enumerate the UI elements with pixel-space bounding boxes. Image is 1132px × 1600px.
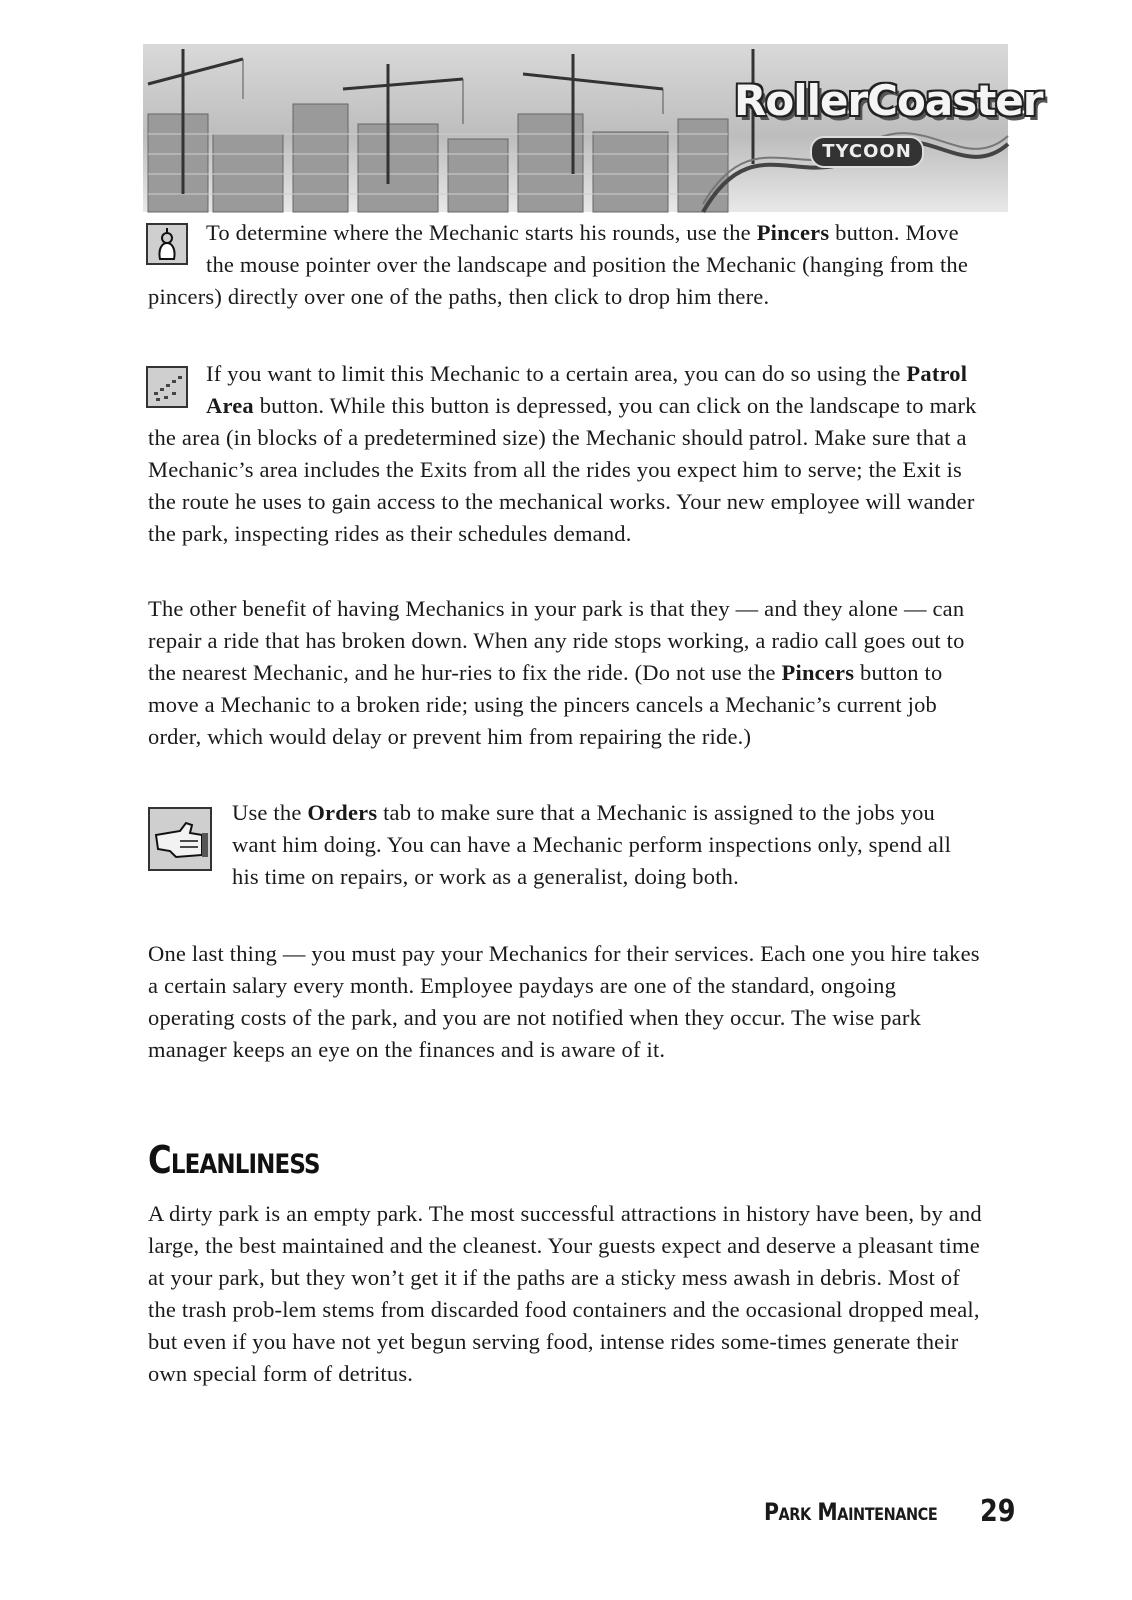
- logo-subtitle: TYCOON: [810, 136, 924, 168]
- cleanliness-text: A dirty park is an empty park. The most successful attractions in history have been, by and large, the best maintained and the cleanest. Your guests expect and deserve a pleasant time at your park, but they won’t get it if the paths are a sticky mess awash in debris. Most of the trash prob-lem stems from discarded food containers and the occasional dropped meal, but even if you have not yet begun serving food, intense rides some-times generate their own special form of detritus.: [148, 1201, 982, 1386]
- pincers-text-after: button. Move the mouse pointer over the landscape and position the Mechanic (hanging from the pincers) directly over one of the paths, then click to drop him there.: [148, 220, 969, 309]
- cleanliness-paragraph: [148, 1198, 983, 1390]
- benefit-paragraph: [148, 593, 983, 753]
- patrol-text-before: If you want to limit this Mechanic to a certain area, you can do so using the: [206, 361, 907, 386]
- patrol-area-paragraph: [148, 358, 983, 550]
- pincers-button-label-2: Pincers: [781, 660, 855, 685]
- pincers-paragraph: [148, 217, 983, 313]
- pincers-text-before: To determine where the Mechanic starts his rounds, use the: [206, 220, 757, 245]
- benefit-text-after: button to move a Mechanic to a broken ride; using the pincers cancels a Mechanic’s current job order, which would delay or prevent him from repairing the ride.): [148, 660, 943, 749]
- pincers-button-label: Pincers: [756, 220, 830, 245]
- orders-text-before: Use the: [232, 800, 308, 825]
- logo-title: RollerCoaster: [734, 76, 1043, 125]
- orders-text-after: tab to make sure that a Mechanic is assigned to the jobs you want him doing. You can have a Mechanic perform inspections only, spend all his time on repairs, or work as a generalist, doing both.: [232, 800, 952, 889]
- salary-text: One last thing — you must pay your Mechanics for their services. Each one you hire takes a certain salary every month. Employee paydays are one of the standard, ongoing operating costs of the park, and you are not notified when they occur. The wise park manager keeps an eye on the finances and is aware of it.: [148, 941, 980, 1062]
- patrol-text-after: button. While this button is depressed, you can click on the landscape to mark the area (in blocks of a predetermined size) the Mechanic should patrol. Make sure that a Mechanic’s area includes the Exits from all the rides you expect him to serve; the Exit is the route he uses to gain access to the mechanical works. Your new employee will wander the park, inspecting rides as their schedules demand.: [148, 393, 977, 546]
- page-number: 29: [980, 1494, 1016, 1529]
- header-banner: [143, 44, 1043, 212]
- orders-tab-label: Orders: [307, 800, 378, 825]
- patrol-area-icon: [146, 366, 188, 408]
- pincers-icon: [146, 223, 188, 265]
- orders-paragraph: [148, 797, 983, 893]
- patrol-area-button-label: Patrol Area: [206, 361, 968, 418]
- salary-paragraph: [148, 938, 983, 1066]
- benefit-text-before: The other benefit of having Mechanics in your park is that they — and they alone — can repair a ride that has broken down. When any ride stops working, a radio call goes out to the nearest Mechanic, and he hur-ries to fix the ride. (Do not use the: [148, 596, 965, 685]
- pointing-hand-icon: [148, 807, 212, 871]
- footer-section-name: Park Maintenance: [764, 1498, 938, 1526]
- section-heading: Cleanliness: [148, 1138, 320, 1182]
- rollercoaster-tycoon-logo: [734, 62, 1043, 182]
